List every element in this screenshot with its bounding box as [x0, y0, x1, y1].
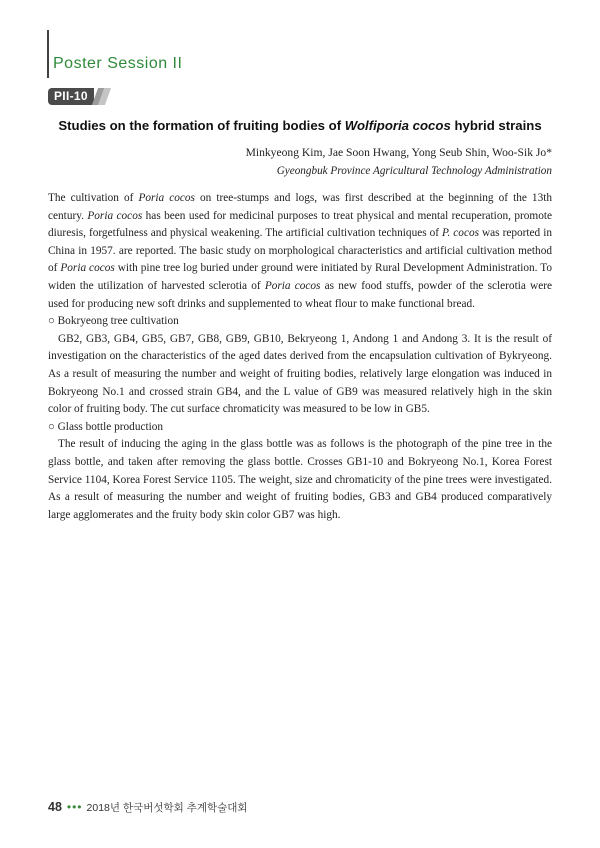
page-footer — [48, 798, 248, 816]
species-name: Poria cocos — [138, 192, 195, 204]
page-number: 48 — [48, 800, 62, 814]
authors: Minkyeong Kim, Jae Soon Hwang, Yong Seub Shin, Woo-Sik Jo* — [245, 146, 552, 159]
conference-name: 2018년 한국버섯학회 추계학술대회 — [86, 802, 248, 814]
paragraph-glass-bottle: The result of inducing the aging in the glass bottle was as follows is the photograph of the pine tree in the glass bottle, and taken after removing the glass bottle. Crosses GB1-10 and Bokryeong No.1, Korea Forest Service 1104, Korea Forest Service 1105. The weight, size and chromaticity of the pine trees were investigated. As a result of measuring the number and weight of fruiting bodies, GB3 and GB4 produced comparatively large agglomerates and the fruity body skin color GB7 was high. — [48, 438, 553, 521]
section-heading-bokryeong: ○ Bokryeong tree cultivation — [48, 315, 179, 328]
paper-title — [0, 118, 600, 133]
paragraph-intro — [48, 190, 552, 313]
text-run: has been used for medicinal purposes to treat physical and mental recuperation, promote diuresis, forgetfulness and physical weakening. The artificial cultivation techniques of — [48, 209, 552, 240]
abstract-body — [48, 190, 552, 524]
text-run: as new food stuffs, powder of the sclerotia were used for producing new soft drinks and supplemented to wheat flour to make functional bread. — [48, 279, 552, 310]
session-title: Poster Session II — [53, 55, 183, 72]
title-part-1: Studies on the formation of fruiting bodies of — [58, 118, 345, 133]
paper-code-badge — [48, 88, 106, 105]
paragraph-bokryeong: GB2, GB3, GB4, GB5, GB7, GB8, GB9, GB10, Bekryeong 1, Andong 1 and Andong 3. It is the result of investigation on the characteristics of the aged dates derived from the encapsulation cultivation of Bykryeong. As a result of measuring the number and weight of fruiting bodies, relatively large elongation was induced in Bokryeong No.1 and crossed strain GB4, and the L value of GB9 was measured relatively high in the skin color of fruiting body. The cut surface chromaticity was measured to be low in GB5. — [48, 332, 552, 416]
text-run: on tree-stumps and logs, was first described at the beginning of the 13th century. — [48, 192, 553, 222]
species-name: Poria cocos — [264, 279, 321, 292]
text-run: was reported in China in 1957. are reported. The basic study on morphological characteristics and artificial cultivation method of — [48, 227, 552, 275]
title-species: Wolfiporia cocos — [344, 118, 451, 133]
section-heading-glass-bottle: ○ Glass bottle production — [48, 420, 164, 433]
species-name: Poria cocos — [87, 209, 143, 222]
footer-dots: ••• — [66, 800, 83, 814]
affiliation: Gyeongbuk Province Agricultural Technology Administration — [276, 165, 552, 177]
text-run: The cultivation of — [48, 192, 139, 204]
species-name: Poria cocos — [60, 262, 115, 275]
paper-code: PII-10 — [54, 89, 88, 103]
species-name: P. cocos — [442, 227, 480, 240]
text-run: with pine tree log buried under ground were initiated by Rural Development Administration. To widen the utilization of harvested sclerotia of — [48, 262, 553, 292]
header-rule — [47, 30, 49, 78]
title-part-2: hybrid strains — [450, 118, 542, 133]
